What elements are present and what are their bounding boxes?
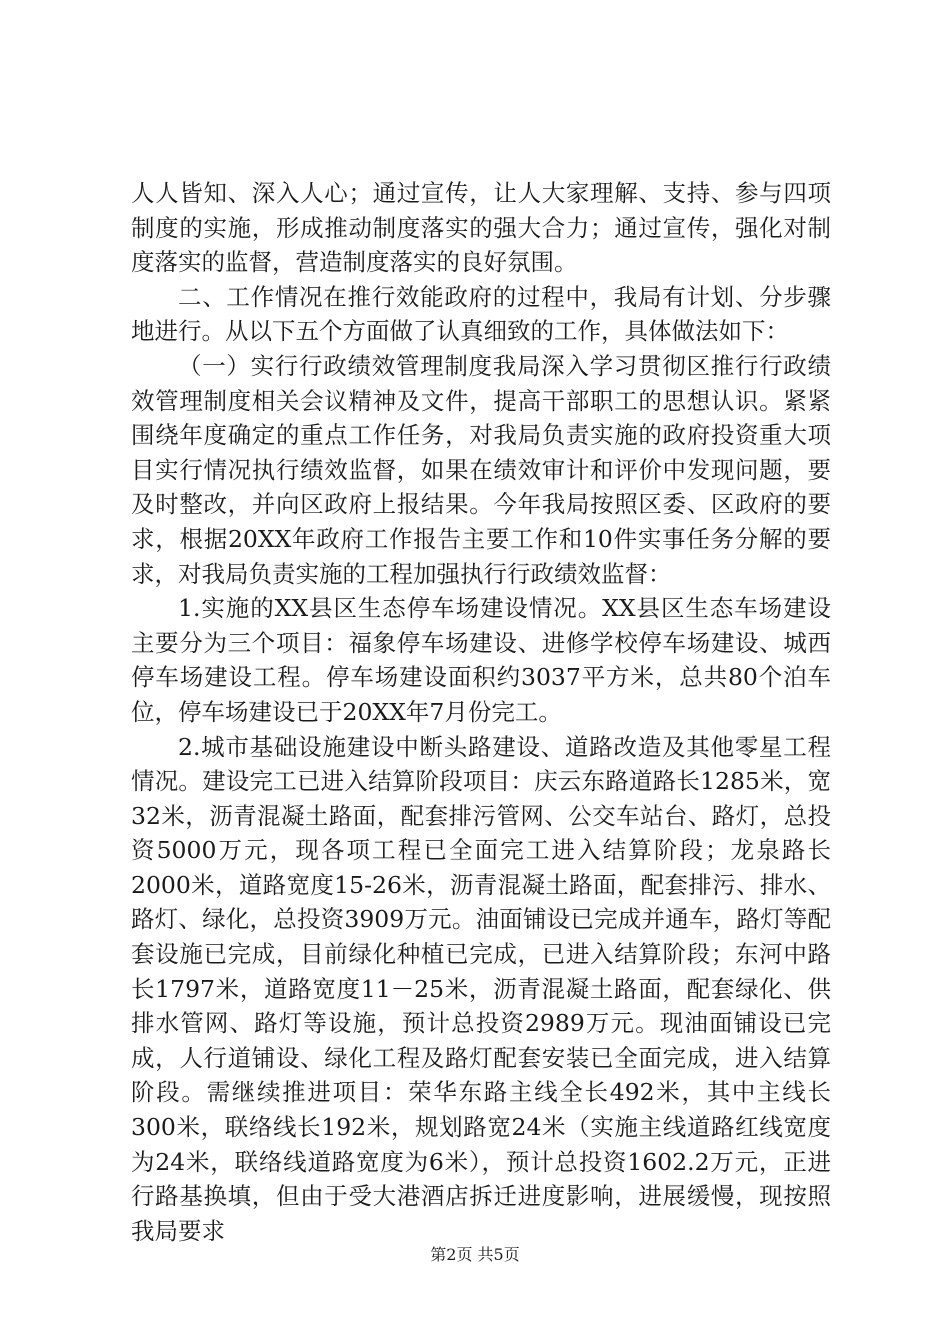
paragraph-4: 1.实施的XX县区生态停车场建设情况。XX县区生态车场建设主要分为三个项目：福象停车场建设、进修学校停车场建设、城西停车场建设工程。停车场建设面积约3037平方米，总共80个泊车位，停车场建设已于20XX年7月份完工。	[131, 594, 831, 726]
paragraph-5: 2.城市基础设施建设中断头路建设、道路改造及其他零星工程情况。建设完工已进入结算阶段项目：庆云东路道路长1285米，宽32米，沥青混凝土路面，配套排污管网、公交车站台、路灯，总投资5000万元，现各项工程已全面完工进入结算阶段；龙泉路长2000米，道路宽度15-26米，沥青混凝土路面，配套排污、排水、路灯、绿化，总投资3909万元。油面铺设已完成并通车，路灯等配套设施已完成，目前绿化种植已完成，已进入结算阶段；东河中路长1797米，道路宽度11－25米，沥青混凝土路面，配套绿化、供排水管网、路灯等设施，预计总投资2989万元。现油面铺设已完成，人行道铺设、绿化工程及路灯配套安装已全面完成，进入结算阶段。需继续推进项目：荣华东路主线全长492米，其中主线长300米，联络线长192米，规划路宽24米（实施主线道路红线宽度为24米，联络线道路宽度为6米），预计总投资1602.2万元，正进行路基换填，但由于受大港酒店拆迁进度影响，进展缓慢，现按照我局要求	[131, 732, 831, 1245]
paragraph-1: 人人皆知、深入人心；通过宣传，让人大家理解、支持、参与四项制度的实施，形成推动制度落实的强大合力；通过宣传，强化对制度落实的监督，营造制度落实的良好氛围。	[131, 179, 831, 277]
document-body	[131, 176, 831, 1248]
page-number: 第2页 共5页	[430, 1245, 520, 1264]
paragraph-3: （一）实行行政绩效管理制度我局深入学习贯彻区推行行政绩效管理制度相关会议精神及文件，提高干部职工的思想认识。紧紧围绕年度确定的重点工作任务，对我局负责实施的政府投资重大项目实行情况执行绩效监督，如果在绩效审计和评价中发现问题，要及时整改，并向区政府上报结果。今年我局按照区委、区政府的要求，根据20XX年政府工作报告主要工作和10件实事任务分解的要求，对我局负责实施的工程加强执行行政绩效监督：	[131, 351, 831, 588]
paragraph-2: 二、工作情况在推行效能政府的过程中，我局有计划、分步骤地进行。从以下五个方面做了认真细致的工作，具体做法如下：	[131, 282, 831, 346]
page-footer	[0, 1242, 950, 1265]
